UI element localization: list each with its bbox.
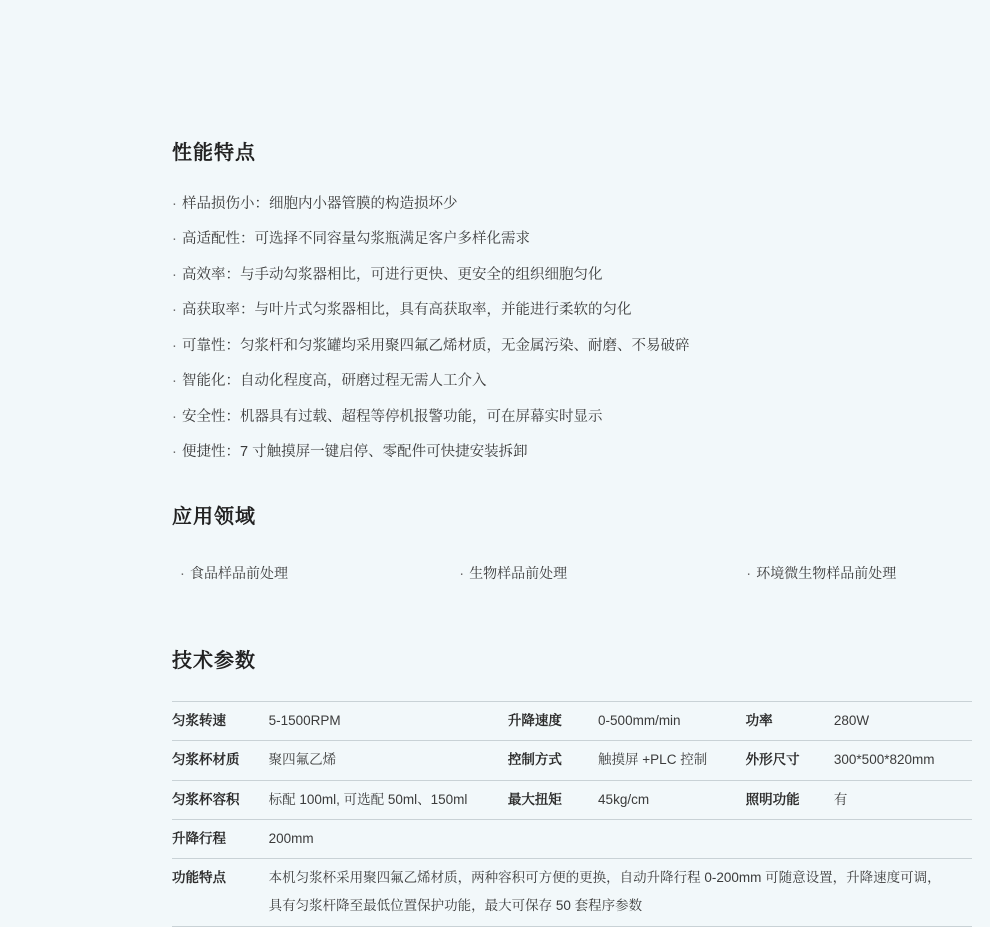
- spec-value: [269, 859, 972, 927]
- spec-label: 控制方式: [508, 741, 598, 780]
- spec-value: 300*500*820mm: [834, 741, 972, 780]
- feature-text: 样品损伤小：细胞内小器管膜的构造损坏少: [182, 196, 458, 212]
- spec-label: 外形尺寸: [746, 741, 834, 780]
- bullet-icon: ·: [172, 373, 177, 390]
- spec-value: 280W: [834, 702, 972, 741]
- spec-note-line-2: 具有匀浆杆降至最低位置保护功能，最大可保存 50 套程序参数: [268, 898, 643, 914]
- feature-text: 高适配性：可选择不同容量勾浆瓶满足客户多样化需求: [182, 231, 530, 248]
- table-row: [172, 702, 972, 741]
- bullet-icon: ·: [172, 231, 177, 248]
- spec-label: 功率: [746, 702, 834, 741]
- list-item: [172, 406, 962, 428]
- feature-text: 智能化：自动化程度高，研磨过程无需人工介入: [182, 373, 487, 390]
- spec-label: 升降速度: [508, 702, 598, 741]
- list-item: [459, 563, 746, 585]
- application-text: 生物样品前处理: [469, 565, 568, 581]
- spec-label: 功能特点: [172, 859, 269, 927]
- bullet-icon: ·: [172, 302, 177, 319]
- applications-row: [172, 563, 972, 585]
- applications-section: [172, 500, 972, 585]
- spec-label: 匀浆杯容积: [172, 780, 269, 819]
- bullet-icon: ·: [746, 566, 752, 582]
- features-title: 性能特点: [172, 142, 256, 164]
- spec-label: 匀浆杯材质: [172, 741, 269, 780]
- feature-text: 高效率：与手动勾浆器相比，可进行更快、更安全的组织细胞匀化: [182, 266, 603, 283]
- feature-text: 安全性：机器具有过载、超程等停机报警功能，可在屏幕实时显示: [182, 408, 603, 425]
- spec-value: 5-1500RPM: [269, 702, 508, 741]
- applications-title: 应用领域: [172, 506, 256, 528]
- feature-text: 高获取率：与叶片式匀浆器相比，具有高获取率，并能进行柔软的匀化: [182, 302, 632, 319]
- bullet-icon: ·: [172, 408, 177, 425]
- list-item: [172, 264, 962, 286]
- table-row: [172, 859, 972, 927]
- bullet-icon: ·: [459, 566, 465, 582]
- bullet-icon: ·: [172, 337, 177, 354]
- specs-title: 技术参数: [172, 650, 256, 672]
- feature-text: 便捷性：7 寸触摸屏一键启停、零配件可快捷安装拆卸: [182, 444, 528, 461]
- spec-value: 标配 100ml, 可选配 50ml、150ml: [269, 780, 508, 819]
- spec-value: 200mm: [269, 819, 972, 858]
- spec-value: 触摸屏 +PLC 控制: [598, 741, 746, 780]
- features-section: [172, 136, 962, 477]
- bullet-icon: ·: [172, 444, 177, 461]
- spec-label: 照明功能: [746, 780, 834, 819]
- list-item: [172, 335, 962, 357]
- list-item: [172, 228, 962, 250]
- spec-value: 聚四氟乙烯: [269, 741, 508, 780]
- specs-section: [172, 644, 972, 927]
- spec-label: 最大扭矩: [508, 780, 598, 819]
- specs-table: [172, 701, 972, 927]
- list-item: [172, 193, 962, 215]
- table-row: [172, 819, 972, 858]
- list-item: [172, 299, 962, 321]
- list-item: [746, 563, 972, 585]
- list-item: [172, 563, 459, 585]
- spec-label: 升降行程: [172, 819, 269, 858]
- bullet-icon: ·: [180, 566, 185, 582]
- application-text: 环境微生物样品前处理: [756, 565, 897, 581]
- spec-note-line-1: 本机匀浆杯采用聚四氟乙烯材质，两种容积可方便的更换，自动升降行程 0-200mm 可随意设置，升降速度可调，: [268, 870, 941, 885]
- list-item: [172, 441, 962, 463]
- list-item: [172, 370, 962, 392]
- spec-value: 有: [834, 780, 972, 819]
- table-row: [172, 741, 972, 780]
- bullet-icon: ·: [172, 266, 177, 283]
- table-row: [172, 780, 972, 819]
- spec-value: 0-500mm/min: [598, 702, 746, 741]
- spec-value: 45kg/cm: [598, 780, 746, 819]
- application-text: 食品样品前处理: [190, 565, 288, 581]
- bullet-icon: ·: [172, 196, 177, 212]
- feature-text: 可靠性：匀浆杆和匀浆罐均采用聚四氟乙烯材质，无金属污染、耐磨、不易破碎: [182, 337, 690, 354]
- spec-label: 匀浆转速: [172, 702, 269, 741]
- features-list: [172, 193, 962, 464]
